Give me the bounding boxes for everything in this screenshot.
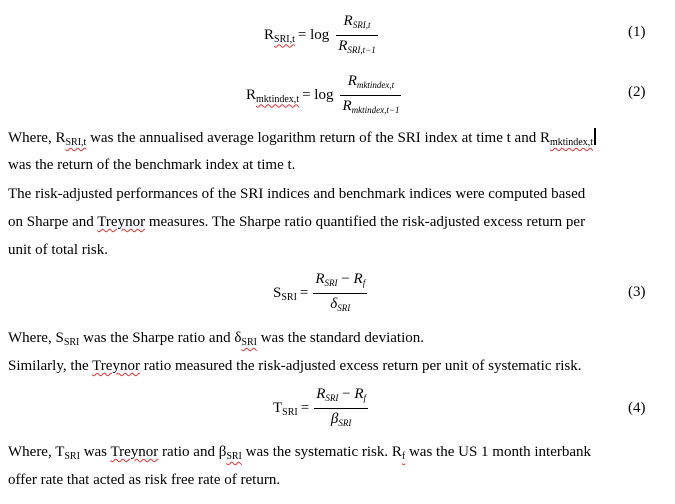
eq2-numerator [346,72,396,94]
eq3-operator: = [299,285,309,301]
eq2-fraction [340,72,401,119]
eq1-lhs-main: R [264,26,275,43]
eq3-numerator [313,270,367,292]
eq2-den-sub: mktindex,t−1 [351,105,400,115]
paragraph-2-line-3: unit of total risk. [8,242,108,258]
p2-text-b: measures. The Sharpe ratio quantified the risk-adjusted excess return per [145,214,586,230]
eq3-denominator [328,295,352,317]
eq1-denominator [336,37,378,59]
p5-sub-3: f [401,451,406,462]
eq4-fraction-bar [314,408,368,409]
eq3-den-sub: SRI [337,303,351,313]
eq3-num-b-sub: f [362,278,366,288]
p3-text-a: Where, S [8,330,64,346]
eq4-den-main: β [330,411,339,427]
eq1-lhs [264,27,295,45]
equation-1 [264,12,380,59]
eq3-lhs-sub: SRI [281,291,297,303]
p1-sub-sri: SRI,t [65,137,87,148]
eq1-fraction [336,12,378,59]
p2-text-a: on Sharpe and [8,214,98,230]
p3-sub-1: SRI [63,337,80,348]
p1-text-a: Where, R [8,130,66,146]
p4-treynor-word: Treynor [92,358,140,374]
eq2-lhs-main: R [246,86,257,103]
eq2-num-main: R [347,73,357,89]
p5-sub-1: SRI [64,451,80,462]
eq1-operator: = log [297,27,330,43]
equation-1-number: (1) [628,24,646,40]
eq2-denominator [340,97,401,119]
eq3-minus: − [337,271,354,287]
eq3-fraction-bar [313,293,367,294]
eq4-operator: = [300,400,310,416]
eq4-num-a: R [316,386,326,402]
eq1-den-sub: SRI,t−1 [347,45,376,55]
eq2-num-sub: mktindex,t [356,80,395,90]
eq3-den-main: δ [330,296,338,312]
p3-text-c: was the standard deviation. [256,330,425,346]
eq4-fraction [314,385,368,432]
equation-3 [273,270,369,317]
p3-sub-2: SRI [241,337,257,348]
eq4-lhs-sub: SRI [282,406,298,418]
p4-text-b: ratio measured the risk-adjusted excess return per unit of systematic risk. [139,358,582,374]
eq4-numerator [314,385,368,407]
eq4-den-sub: SRI [338,418,352,428]
p5-treynor-word: Treynor [110,444,159,460]
p5-sub-2: SRI [226,451,242,462]
p4-text-a: Similarly, the [8,358,93,374]
p2-treynor-word: Treynor [97,214,146,230]
paragraph-1-line-2: was the return of the benchmark index at time t. [8,157,296,173]
p1-text-b: was the annualised average logarithm return of the SRI index at time t and R [86,130,550,146]
eq4-lhs-main: T [273,399,283,416]
eq4-minus: − [338,386,355,402]
eq4-num-b-sub: f [363,393,367,403]
paragraph-2-line-1: The risk-adjusted performances of the SRI indices and benchmark indices were computed based [8,186,586,202]
eq3-lhs [273,285,297,303]
eq3-fraction [313,270,367,317]
eq2-den-main: R [342,98,352,114]
eq1-numerator [342,12,373,34]
text-cursor [594,128,596,145]
eq1-den-main: R [338,38,348,54]
paragraph-5-line-1 [8,443,591,466]
p1-sub-mktindex: mktindex,t [549,137,594,148]
eq4-lhs [273,400,298,418]
equation-3-number: (3) [628,284,646,300]
eq2-lhs-sub: mktindex,t [256,93,300,105]
equation-2 [246,72,403,119]
p5-text-d: was the systematic risk. R [241,444,402,460]
eq3-num-a: R [315,271,325,287]
p5-text-c: ratio and β [158,444,227,460]
eq1-num-sub: SRI,t [352,20,371,30]
eq4-num-b: R [354,386,364,402]
paragraph-2-line-2 [8,213,585,231]
eq4-num-a-sub: SRI [325,393,339,403]
equation-2-number: (2) [628,84,646,100]
equation-4-number: (4) [628,400,646,416]
equation-4 [273,385,370,432]
eq1-lhs-sub: SRI,t [274,33,295,45]
eq3-lhs-main: S [273,284,282,301]
paragraph-3 [8,329,424,352]
eq2-fraction-bar [340,95,401,96]
p5-text-a: Where, T [8,444,65,460]
paragraph-5-line-2: offer rate that acted as risk free rate of return. [8,472,281,488]
eq1-num-main: R [343,13,353,29]
p5-text-e: was the US 1 month interbank [405,444,592,460]
paragraph-1-line-1 [8,128,596,152]
eq3-num-a-sub: SRI [324,278,338,288]
eq3-num-b: R [353,271,363,287]
paragraph-4 [8,357,582,375]
eq2-operator: = log [302,87,334,103]
eq1-fraction-bar [336,35,378,36]
p3-text-b: was the Sharpe ratio and δ [79,330,242,346]
p5-text-b: was [79,444,111,460]
eq4-denominator [329,410,353,432]
eq2-lhs [246,87,299,105]
